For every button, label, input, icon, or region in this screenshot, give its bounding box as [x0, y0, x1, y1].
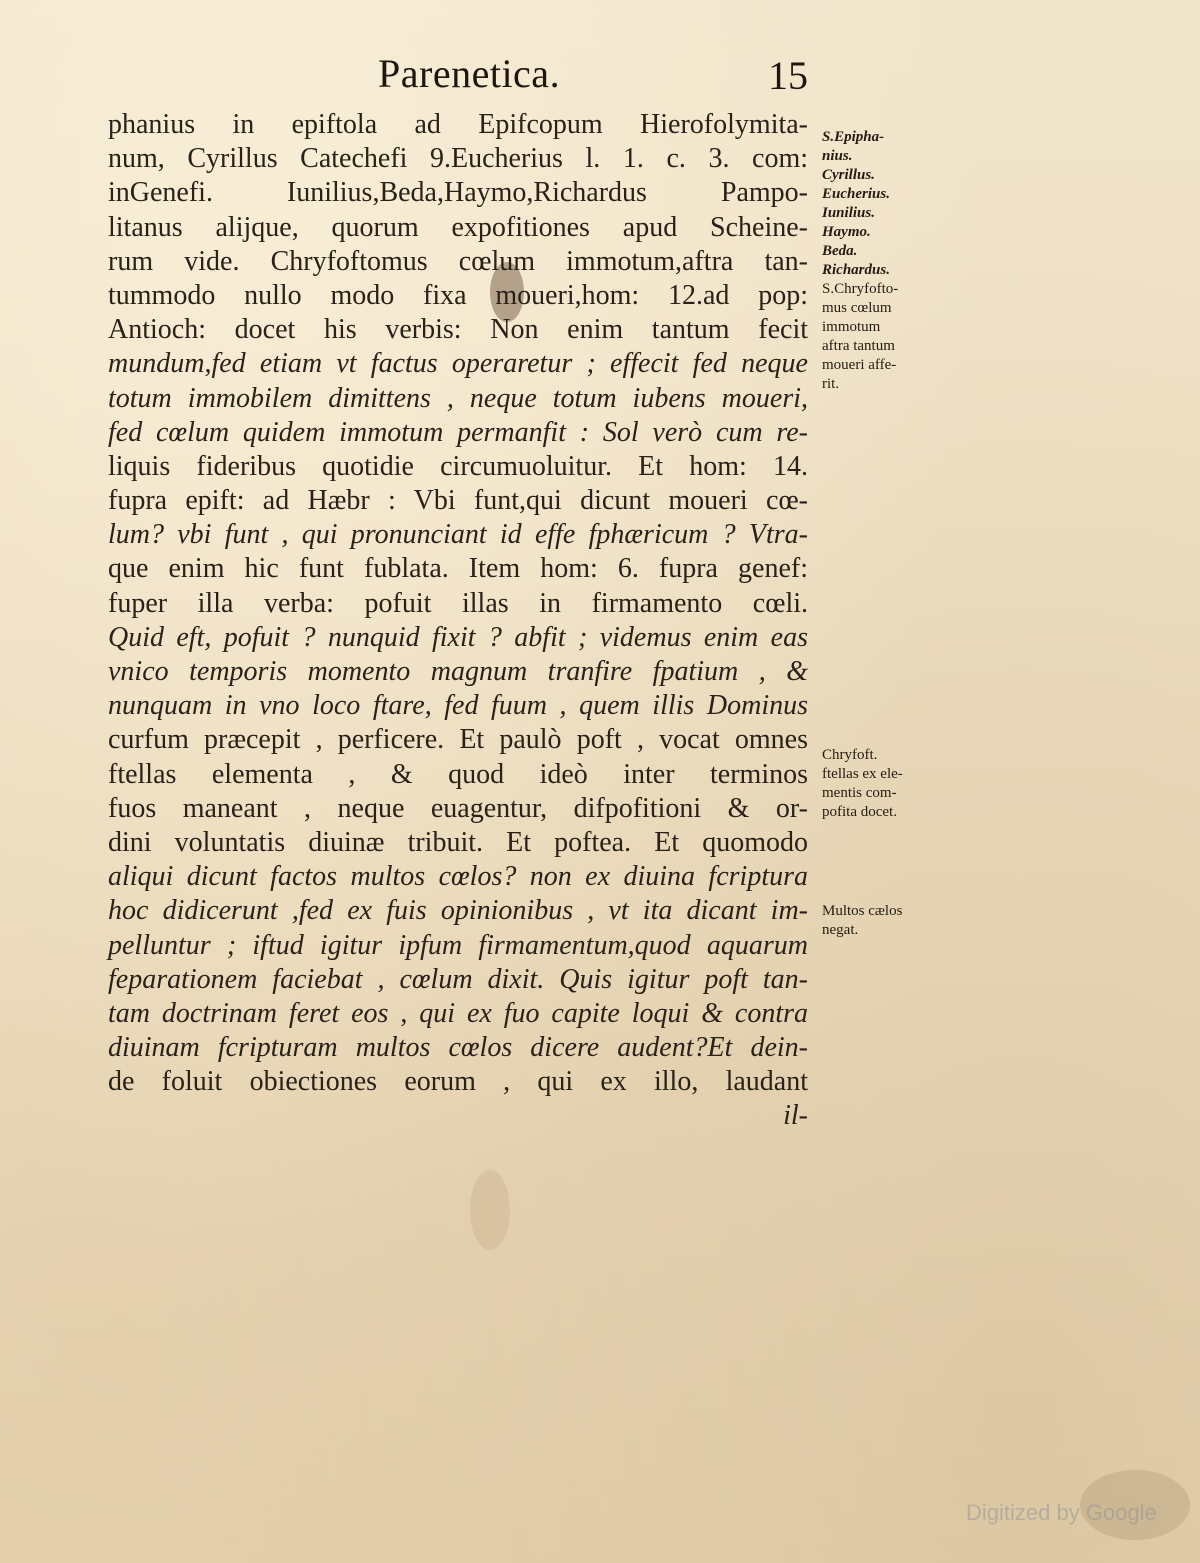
text-line: litanus alijque, quorum expofitiones apud Scheine-: [108, 211, 808, 243]
margin-note-line: Beda.: [822, 243, 858, 259]
text-line: liquis fideribus quotidie circumuoluitur. Et hom: 14.: [108, 450, 808, 482]
margin-note-line: nius.: [822, 148, 853, 164]
margin-note-line: S.Chryfofto-: [822, 281, 899, 297]
text-line: fupra epift: ad Hæbr : Vbi funt,qui dicunt moueri cœ-: [108, 485, 808, 517]
text-line: feparationem faciebat , cœlum dixit. Quis igitur poft tan-: [108, 963, 808, 995]
text-line: tummodo nullo modo fixa moueri,hom: 12.ad pop:: [108, 279, 808, 311]
text-line: mundum,fed etiam vt factus operaretur ; effecit fed neque: [108, 348, 808, 380]
margin-note-line: Cyrillus.: [822, 167, 875, 183]
text-line: que enim hic funt fublata. Item hom: 6. fupra genef:: [108, 553, 808, 585]
text-line: aliqui dicunt factos multos cœlos? non ex diuina fcriptura: [108, 861, 808, 893]
text-line: fuos maneant , neque euagentur, difpofitioni & or-: [108, 792, 808, 824]
text-line: curfum præcepit , perficere. Et paulò poft , vocat omnes: [108, 724, 808, 756]
margin-note-line: Eucherius.: [822, 186, 890, 202]
text-line: ftellas elementa , & quod ideò inter terminos: [108, 758, 808, 790]
text-line: tam doctrinam feret eos , qui ex fuo capite loqui & contra: [108, 997, 808, 1029]
running-head: Parenetica.: [378, 51, 561, 96]
margin-note-authorities: [822, 128, 982, 394]
text-line: phanius in epiftola ad Epifcopum Hierofolymita-: [108, 109, 808, 140]
text-line: num, Cyrillus Catechefi 9.Eucherius l. 1. c. 3. com:: [108, 143, 808, 175]
margin-note-line: Iunilius.: [822, 205, 875, 221]
text-line: hoc didicerunt ,fed ex fuis opinionibus , vt ita dicant im-: [108, 895, 808, 927]
margin-note-line: Multos cælos: [822, 903, 903, 919]
margin-note-line: immotum: [822, 319, 881, 335]
digitized-watermark: Digitized by Google: [966, 1500, 1157, 1525]
text-line: vnico temporis momento magnum tranfire fpatium , &: [108, 656, 808, 687]
text-line: diuinam fcripturam multos cœlos dicere audent?Et dein-: [108, 1032, 808, 1064]
text-line: nunquam in vno loco ftare, fed fuum , quem illis Dominus: [108, 690, 808, 722]
text-line: pelluntur ; iftud igitur ipfum firmamentum,quod aquarum: [108, 929, 808, 961]
margin-note-line: mus cœlum: [822, 300, 892, 316]
margin-note-line: Richardus.: [822, 262, 890, 278]
text-line: lum? vbi funt , qui pronunciant id effe fphæricum ? Vtra-: [108, 519, 808, 551]
paper-stain: [470, 1170, 510, 1250]
margin-note-line: moueri affe-: [822, 357, 897, 373]
margin-note-line: Haymo.: [822, 224, 871, 240]
text-line: dini voluntatis diuinæ tribuit. Et poftea. Et quomodo: [108, 826, 808, 858]
text-line: de foluit obiectiones eorum , qui ex illo, laudant: [108, 1066, 808, 1098]
margin-note-line: negat.: [822, 922, 859, 938]
text-line: Quid eft, pofuit ? nunquid fixit ? abfit ; videmus enim eas: [108, 621, 808, 653]
page-number: 15: [768, 53, 808, 98]
margin-note-line: S.Epipha-: [822, 129, 885, 145]
margin-note-line: rit.: [822, 376, 840, 392]
margin-note-multos-caelos: [822, 902, 982, 940]
text-line: Antioch: docet his verbis: Non enim tantum fecit: [108, 314, 808, 346]
body-text: [108, 108, 808, 1134]
margin-note-line: ftellas ex ele-: [822, 766, 903, 782]
margin-note-line: aftra tantum: [822, 338, 895, 354]
catchword: il-: [783, 1100, 808, 1132]
margin-note-line: pofita docet.: [822, 804, 897, 820]
text-line: fed cœlum quidem immotum permanfit : Sol verò cum re-: [108, 416, 808, 448]
text-line: rum vide. Chryfoftomus cœlum immotum,aftra tan-: [108, 245, 808, 277]
text-line: fuper illa verba: pofuit illas in firmamento cœli.: [108, 587, 808, 619]
text-line: inGenefi. Iunilius,Beda,Haymo,Richardus Pampo-: [108, 177, 808, 209]
margin-note-line: Chryfoft.: [822, 747, 878, 763]
margin-note-line: mentis com-: [822, 785, 897, 801]
margin-note-chrysostom: [822, 746, 982, 822]
text-line: totum immobilem dimittens , neque totum iubens moueri,: [108, 382, 808, 414]
